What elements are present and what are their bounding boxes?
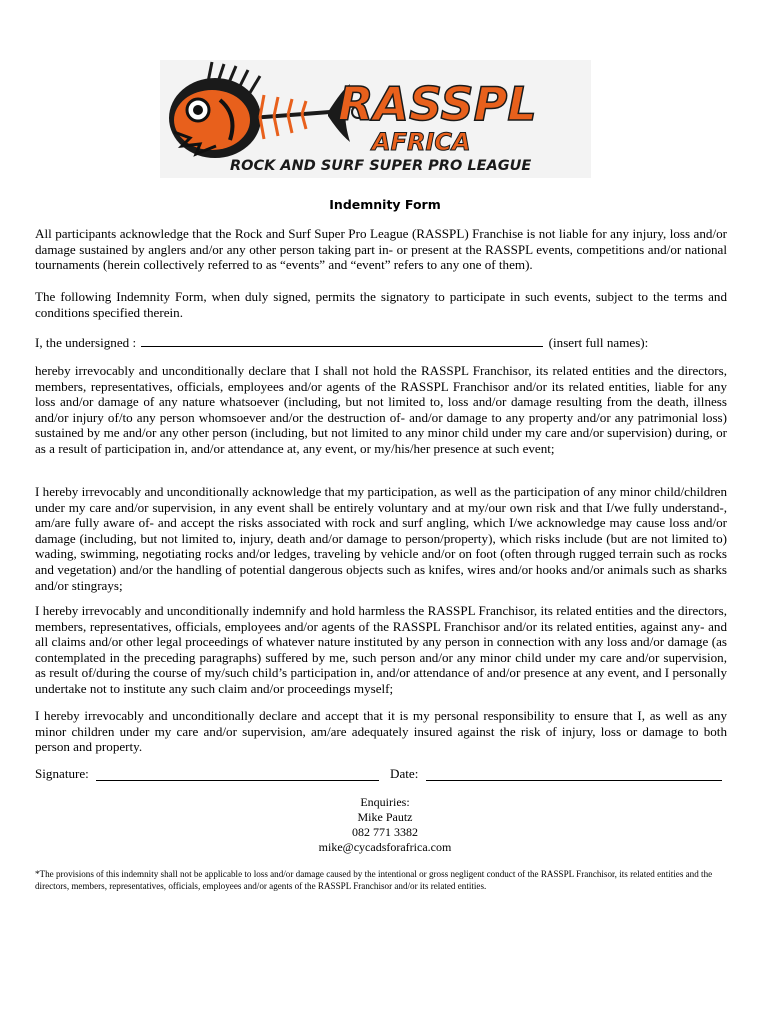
signature-label: Signature: [35, 766, 89, 781]
undersigned-suffix: (insert full names): [548, 335, 649, 350]
contact-name: Mike Pautz [357, 810, 413, 824]
declare-paragraph [35, 363, 727, 457]
contact-phone: 082 771 3382 [352, 825, 418, 839]
page-title: Indemnity Form [329, 197, 441, 212]
logo-word-sub: AFRICA [372, 128, 471, 156]
full-names-field[interactable] [141, 335, 543, 347]
permits-paragraph [35, 289, 727, 320]
enquiries-block [0, 795, 770, 855]
footnote: *The provisions of this indemnity shall not be applicable to loss and/or damage caused by the intentional or gross negligent conduct of the RASSPL Franchisor, its related entities and the directors, members, representatives, officials, employees and/or agents of the RASSPL Franchisor and/or its related entities. [35, 869, 713, 891]
declare-text: hereby irrevocably and unconditionally declare that I shall not hold the RASSPL Franchisor, its related entities and the directors, members, representatives, officials, employees and/or agents of the RASSPL Franchisor and/or its related entities, liable for any loss and/or damage of any nature whatsoever (including, but not limited to, loss and/or damage resulting from the death, illness and/or injury of/to any person whomsoever and/or the destruction of- and/or damage to any property and/or any patrimonial loss) sustained by me and/or any other person (including, but not limited to any minor child under my care and/or supervision) during, or as a result of participation in, and/or attendance at, any event, or my/his/her presence at such event; [35, 363, 727, 456]
undersigned-label: I, the undersigned : [35, 335, 137, 350]
fish-skeleton-logo-icon [160, 60, 591, 178]
rasspl-logo [160, 60, 591, 178]
date-field[interactable] [426, 780, 722, 781]
permits-text: The following Indemnity Form, when duly signed, permits the signatory to participate in such events, subject to the terms and conditions specified therein. [35, 289, 727, 320]
undersigned-line-row [35, 335, 727, 351]
acknowledge-paragraph [35, 484, 727, 593]
signature-field[interactable] [96, 780, 379, 781]
indemnify-text: I hereby irrevocably and unconditionally indemnify and hold harmless the RASSPL Franchisor, its related entities and the directors, members, representatives, officials, employees and/or agents of the RASSPL Franchisor and/or its related entities, against any- and all claims and/or other legal proceedings of whatever nature instituted by any person in connection with any loss and/or damage (as contemplated in the preceding paragraphs) suffered by me, such person and/or any minor child under my care and/or supervision, as result of/during the course of my/such child’s participation in, and/or attendance of and/or presence at any event, and I personally undertake not to institute any such claim and/or proceedings myself; [35, 603, 727, 696]
indemnify-paragraph [35, 603, 727, 697]
acknowledge-text: I hereby irrevocably and unconditionally acknowledge that my participation, as well as the participation of any minor child/children under my care and/or supervision, in any event shall be entirely voluntary and at my/our own risk and that I/we fully understand-, am/are fully aware of- and accept the risks associated with rock and surf angling, which I/we acknowledge may cause loss and/or damage (including, but not limited to, injury, death and/or damage to person/property), which risks include (but are not limited to) wading, swimming, negotiating rocks and/or ledges, traveling by vehicle and/or on foot (often through rugged terrain such as rocks and vegetation) and/or the handling of potential dangerous objects such as knifes, wires and/or hooks and/or animals such as sharks and/or stingrays; [35, 484, 727, 593]
logo-tagline: ROCK AND SURF SUPER PRO LEAGUE [230, 158, 532, 174]
date-label: Date: [390, 766, 419, 781]
logo-word-main: RASSPL [338, 77, 537, 131]
insured-paragraph [35, 708, 727, 755]
intro-paragraph [35, 226, 727, 273]
intro-text: All participants acknowledge that the Rock and Surf Super Pro League (RASSPL) Franchise is not liable for any injury, loss and/or damage sustained by anglers and/or any other person taking part in- or present at the RASSPL events, competitions and/or national tournaments (herein collectively referred to as “events” and “event” refers to any one of them). [35, 226, 727, 273]
enquiries-heading: Enquiries: [360, 795, 410, 809]
contact-email: mike@cycadsforafrica.com [318, 840, 452, 854]
insured-text: I hereby irrevocably and unconditionally declare and accept that it is my personal responsibility to ensure that I, as well as any minor children under my care and/or supervision, am/are adequately insured against the risk of injury, loss or damage to both person and property. [35, 708, 727, 755]
